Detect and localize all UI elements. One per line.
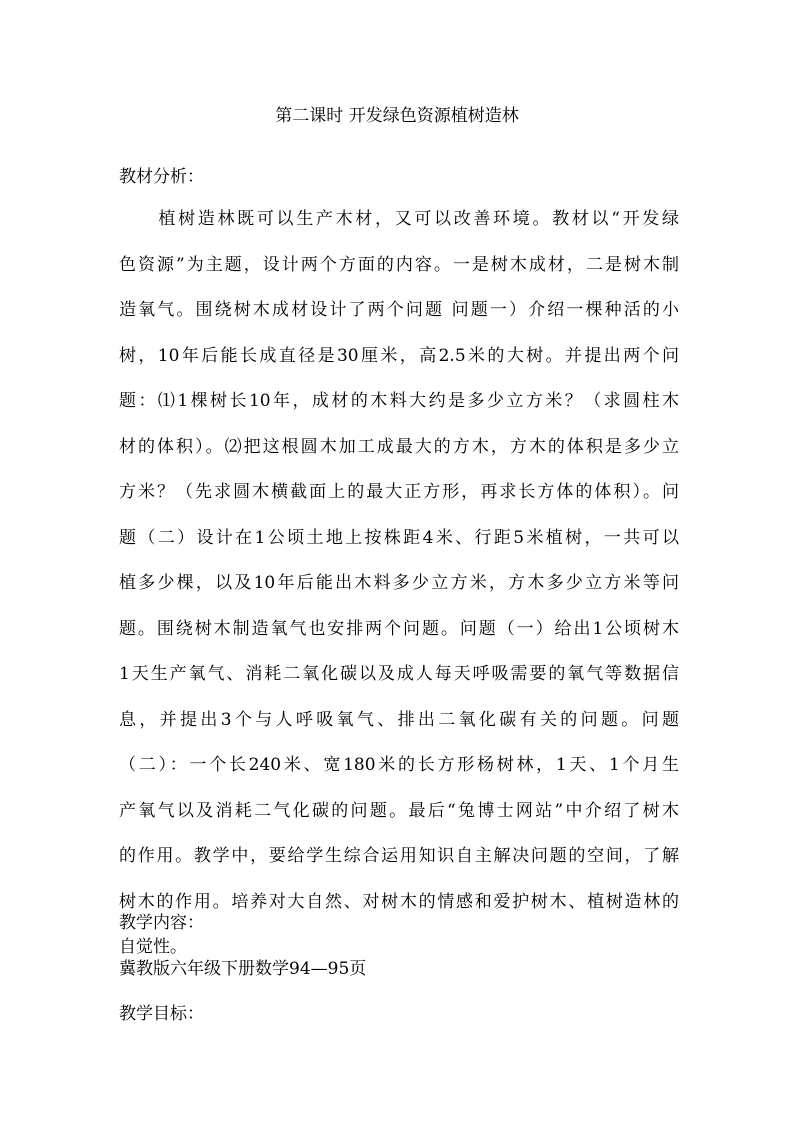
paragraph-line: 植多少棵，以及10年后能出木料多少立方米，方木多少立方米等问 <box>119 573 679 593</box>
paragraph-line: 产氧气以及消耗二气化碳的问题。最后“兔博士网站”中介绍了树木 <box>119 800 679 821</box>
content-text: 冀教版六年级下册数学94—95页 <box>119 959 367 979</box>
paragraph-line: 1天生产氧气、消耗二氧化碳以及成人每天呼吸需要的氧气等数据信 <box>119 664 679 684</box>
paragraph-line: 自觉性。 <box>119 937 187 957</box>
paragraph-line: 题。围绕树木制造氧气也安排两个问题。问题（一）给出1公顷树木 <box>119 618 679 639</box>
page-title: 第二课时 开发绿色资源植树造林 <box>275 106 519 126</box>
section-heading-content: 教学内容： <box>119 913 204 933</box>
paragraph-line: 息，并提出3个与人呼吸氧气、排出二氧化碳有关的问题。问题 <box>119 709 679 730</box>
analysis-paragraph <box>119 207 679 981</box>
paragraph-line: 树木的作用。培养对大自然、对树木的情感和爱护树木、植树造林的 <box>119 891 679 912</box>
paragraph-line: 的作用。教学中，要给学生综合运用知识自主解决问题的空间，了解 <box>119 846 679 866</box>
paragraph-line: 造氧气。围绕树木成材设计了两个问题 问题一）介绍一棵种活的小 <box>119 300 679 320</box>
paragraph-line: 题：⑴1棵树长10年，成材的木料大约是多少立方米？（求圆柱木 <box>119 391 679 411</box>
paragraph-line: 材的体积）。⑵把这根圆木加工成最大的方木，方木的体积是多少立 <box>119 436 679 457</box>
paragraph-line: 色资源”为主题，设计两个方面的内容。一是树木成材，二是树木制 <box>119 254 679 275</box>
paragraph-line: 植树造林既可以生产木材，又可以改善环境。教材以“开发绿 <box>119 209 679 229</box>
paragraph-line: 树，10年后能长成直径是30厘米，高2.5米的大树。并提出两个问 <box>119 345 679 366</box>
section-heading-analysis: 教材分析： <box>119 167 204 187</box>
paragraph-line: 题（二）设计在1公顷土地上按株距4米、行距5米植树，一共可以 <box>119 527 679 548</box>
section-heading-goals: 教学目标： <box>119 1004 204 1024</box>
paragraph-line: （二）：一个长240米、宽180米的长方形杨树林，1天、1个月生 <box>119 755 679 775</box>
paragraph-line: 方米？（先求圆木横截面上的最大正方形，再求长方体的体积）。问 <box>119 482 679 502</box>
